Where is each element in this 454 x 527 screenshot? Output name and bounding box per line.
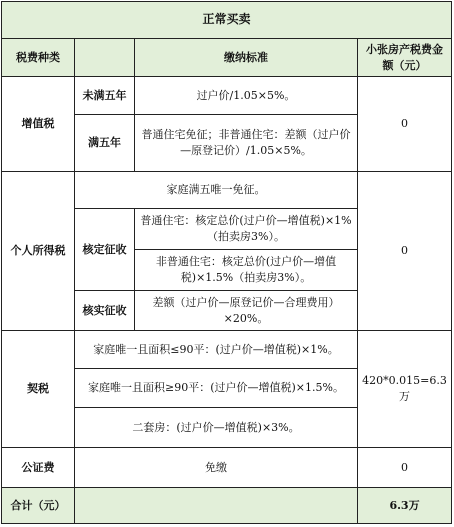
total-empty — [75, 488, 358, 524]
header-amount: 小张房产税费金额（元） — [358, 39, 452, 77]
pit-amount: 0 — [358, 172, 452, 331]
total-amount: 6.3万 — [358, 488, 452, 524]
tax-table — [1, 1, 452, 524]
title-row — [2, 2, 452, 39]
vat-amount: 0 — [358, 77, 452, 172]
deed-row-1 — [2, 331, 452, 369]
vat-sub1-text: 过户价/1.05×5%。 — [135, 77, 358, 115]
pit-row-1 — [2, 172, 452, 209]
vat-sub2-text: 普通住宅免征；非普通住宅：差额（过户价—原登记价）/1.05×5%。 — [135, 115, 358, 172]
pit-assessed-label: 核定征收 — [75, 209, 135, 291]
notary-amount: 0 — [358, 448, 452, 488]
header-row — [2, 39, 452, 77]
vat-row-1 — [2, 77, 452, 115]
notary-row — [2, 448, 452, 488]
pit-actual-label: 核实征收 — [75, 291, 135, 331]
pit-assessed-text-2: 非普通住宅：核定总价(过户价—增值税)×1.5%（拍卖房3%）。 — [135, 250, 358, 291]
deed-text-2: 家庭唯一且面积≥90平：(过户价—增值税)×1.5%。 — [75, 369, 358, 408]
header-empty — [75, 39, 135, 77]
deed-text-3: 二套房：(过户价—增值税)×3%。 — [75, 408, 358, 448]
deed-label: 契税 — [2, 331, 75, 448]
header-tax-type: 税费种类 — [2, 39, 75, 77]
pit-label: 个人所得税 — [2, 172, 75, 331]
deed-amount: 420*0.015=6.3万 — [358, 331, 452, 448]
vat-sub2-label: 满五年 — [75, 115, 135, 172]
total-row — [2, 488, 452, 524]
pit-actual-text: 差额（过户价—原登记价—合理费用）×20%。 — [135, 291, 358, 331]
pit-assessed-text-1: 普通住宅：核定总价(过户价—增值税)×1%（拍卖房3%）。 — [135, 209, 358, 250]
pit-exempt-text: 家庭满五唯一免征。 — [75, 172, 358, 209]
total-label: 合计（元） — [2, 488, 75, 524]
notary-label: 公证费 — [2, 448, 75, 488]
deed-text-1: 家庭唯一且面积≤90平：(过户价—增值税)×1%。 — [75, 331, 358, 369]
header-standard: 缴纳标准 — [135, 39, 358, 77]
vat-label: 增值税 — [2, 77, 75, 172]
vat-sub1-label: 未满五年 — [75, 77, 135, 115]
table-title: 正常买卖 — [2, 2, 452, 39]
notary-text: 免缴 — [75, 448, 358, 488]
